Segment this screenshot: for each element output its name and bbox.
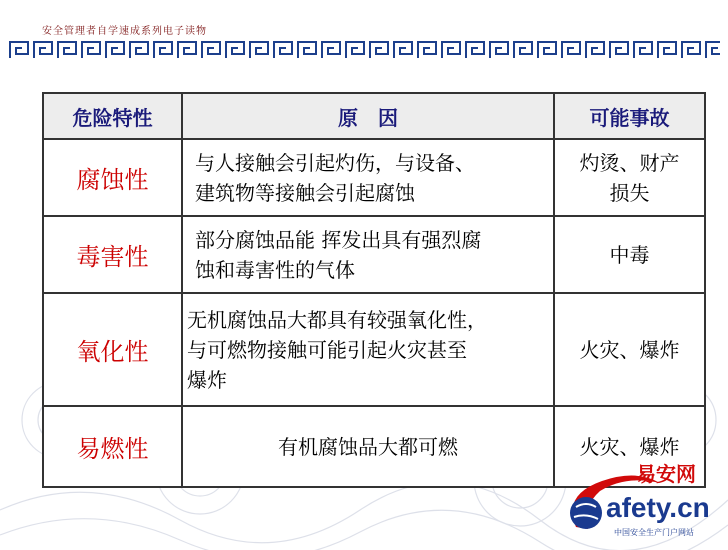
accident-line: 灼烫、财产 bbox=[579, 150, 680, 175]
accident-line: 火灾、爆炸 bbox=[579, 434, 680, 459]
logo-brand-cn: 易安网 bbox=[636, 462, 696, 486]
accident-line: 火灾、爆炸 bbox=[579, 337, 680, 362]
possible-accident bbox=[554, 293, 705, 406]
table-row bbox=[43, 293, 705, 406]
possible-accident bbox=[554, 216, 705, 293]
cause-line: 与可燃物接触可能引起火灾甚至 bbox=[187, 337, 467, 362]
logo-brand-en: afety.cn bbox=[606, 492, 710, 523]
decorative-border bbox=[8, 38, 720, 62]
logo-tagline: 中国安全生产门户网站 bbox=[614, 528, 694, 537]
cause-line: 建筑物等接触会引起腐蚀 bbox=[195, 180, 415, 205]
hazard-property: 氧化性 bbox=[43, 293, 182, 406]
yian-logo bbox=[566, 455, 726, 545]
possible-accident bbox=[554, 139, 705, 216]
hazard-cause bbox=[182, 293, 554, 406]
column-header: 可能事故 bbox=[554, 93, 705, 139]
series-title: 安全管理者自学速成系列电子读物 bbox=[42, 26, 207, 37]
cause-line: 爆炸 bbox=[187, 367, 227, 392]
hazard-property: 毒害性 bbox=[43, 216, 182, 293]
accident-line: 中毒 bbox=[609, 242, 650, 267]
hazard-cause bbox=[182, 216, 554, 293]
cause-line: 有机腐蚀品大都可燃 bbox=[278, 434, 458, 459]
cause-line: 蚀和毒害性的气体 bbox=[195, 257, 355, 282]
cause-line: 部分腐蚀品能 挥发出具有强烈腐 bbox=[195, 227, 482, 252]
table-row bbox=[43, 139, 705, 216]
hazard-cause bbox=[182, 406, 554, 487]
table-header-row bbox=[43, 93, 705, 139]
column-header: 原 因 bbox=[182, 93, 554, 139]
cause-line: 无机腐蚀品大都具有较强氧化性， bbox=[187, 307, 487, 332]
hazard-table bbox=[42, 92, 706, 488]
hazard-cause bbox=[182, 139, 554, 216]
table-row bbox=[43, 216, 705, 293]
cause-line: 与人接触会引起灼伤，与设备、 bbox=[195, 150, 475, 175]
hazard-property: 易燃性 bbox=[43, 406, 182, 487]
accident-line: 损失 bbox=[609, 180, 650, 205]
column-header: 危险特性 bbox=[43, 93, 182, 139]
logo-globe-icon bbox=[570, 497, 602, 529]
hazard-property: 腐蚀性 bbox=[43, 139, 182, 216]
